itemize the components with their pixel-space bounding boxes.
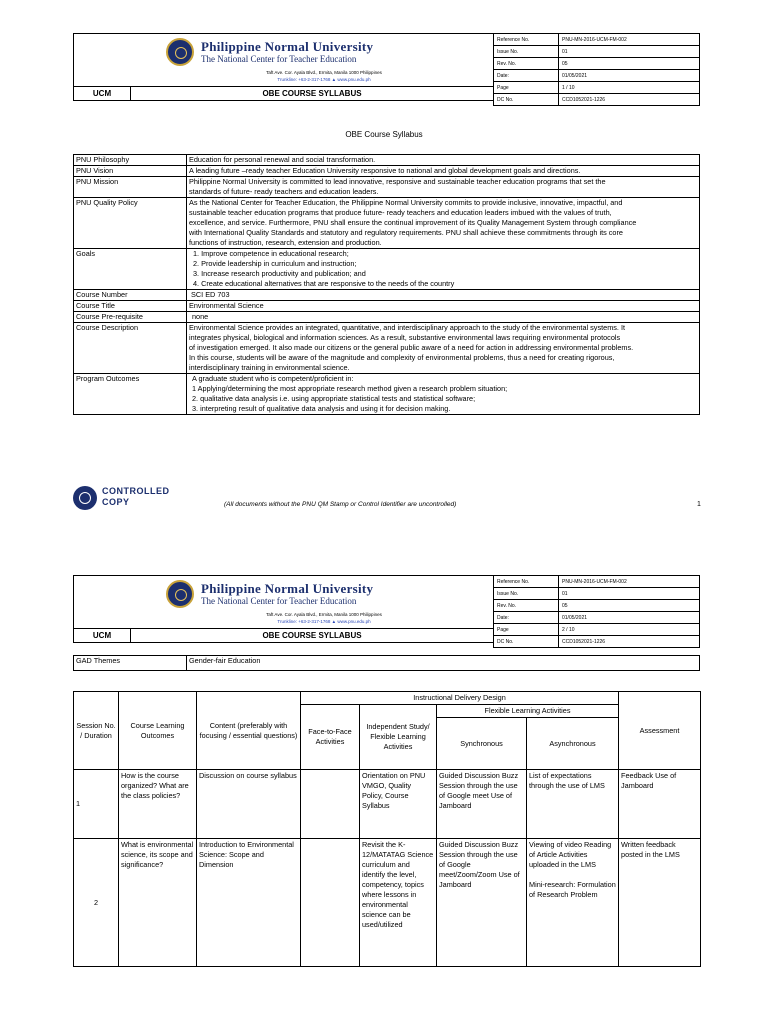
table-row: [74, 155, 700, 166]
cell-f2f: [301, 839, 360, 967]
page-number: 1: [697, 501, 701, 508]
text-line: Environmental Science provides an integrated, quantitative, and interdisciplinary approach to the study of the environmental systems. It: [189, 323, 626, 332]
cell-content: Discussion on course syllabus: [197, 770, 301, 839]
text-line: In this course, students will be aware of the magnitude and complexity of environmental problems, thus a need for creating rigorous,: [189, 353, 615, 362]
row-value: [187, 249, 700, 290]
col-header-delivery-design: Instructional Delivery Design: [301, 692, 619, 705]
goal-item: 3. Increase research productivity and publication; and: [193, 269, 366, 278]
goal-item: 4. Create educational alternatives that are responsive to the needs of the country: [193, 279, 455, 288]
text-line: interdisciplinary training in environmental science.: [189, 363, 350, 372]
meta-value: 01/05/2021: [559, 70, 700, 82]
instructional-design-table: [73, 691, 701, 967]
row-value: A leading future –ready teacher Education University responsive to national and global development goals and directions.: [187, 166, 700, 177]
university-trunkline: Trunkline: +63-2-317-1768 ▲ www.pnu.edu.ph: [277, 619, 371, 624]
async-activities: Viewing of video Reading of Article Activities uploaded in the LMS: [529, 840, 612, 869]
document-title: OBE Course Syllabus: [345, 130, 423, 139]
meta-label: DC No.: [494, 94, 559, 106]
cell-assessment: Written feedback posted in the LMS: [619, 839, 701, 967]
table-row: [74, 374, 700, 415]
col-header-assessment: Assessment: [619, 692, 701, 770]
cell-asynchronous: List of expectations through the use of LMS: [527, 770, 619, 839]
header-title-row: [73, 87, 493, 101]
row-value: [187, 177, 700, 198]
row-label: PNU Philosophy: [74, 155, 187, 166]
col-header-synchronous: Synchronous: [437, 718, 527, 770]
col-header-session: Session No. / Duration: [74, 692, 119, 770]
row-value: SCI ED 703: [187, 290, 700, 301]
text-line: integrates physical, biological and information sciences. As a result, substantive environmental laws requiring environmental protocols: [189, 333, 621, 342]
cell-outcomes: What is environmental science, its scope and significance?: [119, 839, 197, 967]
meta-value: PNU-MN-2016-UCM-FM-002: [559, 34, 700, 46]
cell-f2f: [301, 770, 360, 839]
meta-value: CCD1052021-1226: [559, 94, 700, 106]
table-row: [74, 177, 700, 198]
meta-value: 01: [559, 588, 700, 600]
row-label: GAD Themes: [74, 656, 187, 671]
text-line: A graduate student who is competent/proficient in:: [192, 374, 354, 383]
col-header-outcomes: Course Learning Outcomes: [119, 692, 197, 770]
meta-value: 05: [559, 600, 700, 612]
university-address: Taft Ave. Cor. Ayala Blvd., Ermita, Manila 1000 Philippines: [266, 612, 382, 617]
text-line: with International Quality Standards and statutory and regulatory requirements. PNU shall achieve these commitments through its core: [189, 228, 623, 237]
col-header-flexible: Flexible Learning Activities: [437, 705, 619, 718]
meta-value: 01: [559, 46, 700, 58]
header-logo-area: [73, 575, 493, 629]
col-header-f2f: Face-to-Face Activities: [301, 705, 360, 770]
uncontrolled-note: (All documents without the PNU QM Stamp or Control Identifier are uncontrolled): [224, 501, 457, 508]
col-header-asynchronous: Asynchronous: [527, 718, 619, 770]
document-meta-table: [493, 575, 700, 648]
row-label: Program Outcomes: [74, 374, 187, 415]
cell-synchronous: Guided Discussion Buzz Session through the use of Google meet/Zoom/Zoom Use of Jamboard: [437, 839, 527, 967]
university-name: Philippine Normal University: [201, 581, 374, 596]
meta-label: Reference No.: [494, 34, 559, 46]
goal-item: 2. Provide leadership in curriculum and instruction;: [193, 259, 357, 268]
cell-independent: Orientation on PNU VMGO, Quality Policy, Course Syllabus: [360, 770, 437, 839]
text-line: of investigation emerged. It also made our citizens or the general public aware of a need for action in addressing environmental problems.: [189, 343, 634, 352]
meta-label: Issue No.: [494, 588, 559, 600]
meta-value: 01/05/2021: [559, 612, 700, 624]
university-tagline: The National Center for Teacher Education: [201, 54, 357, 64]
row-label: Course Pre-requisite: [74, 312, 187, 323]
university-trunkline: Trunkline: +63-2-317-1768 ▲ www.pnu.edu.ph: [277, 77, 371, 82]
syllabus-title: OBE COURSE SYLLABUS: [262, 89, 362, 98]
page1-header: [73, 33, 700, 101]
table-row: [74, 301, 700, 312]
controlled-copy-stamp: [102, 486, 170, 508]
cell-session: 1: [74, 770, 119, 839]
col-header-independent: Independent Study/ Flexible Learning Activities: [360, 705, 437, 770]
controlled-copy-seal-icon: [73, 486, 97, 510]
text-line: 3. interpreting result of qualitative data analysis and using it for decision making.: [192, 404, 451, 413]
row-label: Course Number: [74, 290, 187, 301]
row-label: PNU Vision: [74, 166, 187, 177]
meta-label: DC No.: [494, 636, 559, 648]
meta-label: Issue No.: [494, 46, 559, 58]
text-line: functions of instruction, research, extension and production.: [189, 238, 382, 247]
row-label: Goals: [74, 249, 187, 290]
cell-assessment: Feedback Use of Jamboard: [619, 770, 701, 839]
async-mini-research: Mini-research: Formulation of Research Problem: [529, 880, 616, 899]
text-line: As the National Center for Teacher Education, the Philippine Normal University commits to provide inclusive, innovative, impactful, and: [189, 198, 623, 207]
university-name: Philippine Normal University: [201, 39, 374, 54]
controlled-label: CONTROLLED: [102, 486, 170, 496]
meta-label: Page: [494, 82, 559, 94]
text-line: standards of future- ready teachers and education leaders.: [189, 187, 379, 196]
copy-label: COPY: [102, 497, 130, 507]
header-title-row: [73, 629, 493, 643]
meta-value: 2 / 10: [559, 624, 700, 636]
table-row: [74, 290, 700, 301]
row-label: PNU Quality Policy: [74, 198, 187, 249]
cell-synchronous: Guided Discussion Buzz Session through the use of Google meet Use of Jamboard: [437, 770, 527, 839]
table-row: [74, 249, 700, 290]
cell-content: Introduction to Environmental Science: Scope and Dimension: [197, 839, 301, 967]
meta-label: Rev. No.: [494, 600, 559, 612]
col-header-content: Content (preferably with focusing / essential questions): [197, 692, 301, 770]
goal-item: 1. Improve competence in educational research;: [193, 249, 349, 258]
pnu-seal-icon: [166, 580, 194, 608]
cell-asynchronous: [527, 839, 619, 967]
text-line: 2. qualitative data analysis i.e. using appropriate statistical tests and statistical software;: [192, 394, 476, 403]
table-row: [74, 770, 701, 839]
gad-themes-table: [73, 655, 700, 671]
text-line: 1 Applying/determining the most appropriate research method given a research problem situation;: [192, 384, 508, 393]
row-value: none: [187, 312, 700, 323]
cell-session: 2: [74, 839, 119, 967]
cell-outcomes: How is the course organized? What are the class policies?: [119, 770, 197, 839]
text-line: excellence, and service. Furthermore, PNU shall ensure the continual improvement of its Quality Management System through compliance: [189, 218, 637, 227]
page2-header: [73, 575, 700, 643]
ucm-label: UCM: [74, 87, 131, 100]
meta-value: CCD1052021-1226: [559, 636, 700, 648]
text-line: Philippine Normal University is committed to lead innovative, responsive and sustainable teacher education programs that set the: [189, 177, 606, 186]
meta-label: Page: [494, 624, 559, 636]
row-value: [187, 323, 700, 374]
meta-label: Reference No.: [494, 576, 559, 588]
row-value: [187, 198, 700, 249]
table-row: [74, 312, 700, 323]
meta-label: Date:: [494, 612, 559, 624]
meta-label: Rev. No.: [494, 58, 559, 70]
cell-independent: Revisit the K-12/MATATAG Science curriculum and identify the level, competency, topics where lessons in environmental science can be used/utilized: [360, 839, 437, 967]
document-meta-table: [493, 33, 700, 106]
syllabus-title: OBE COURSE SYLLABUS: [262, 631, 362, 640]
header-logo-area: [73, 33, 493, 87]
table-header-row: [74, 692, 701, 705]
meta-value: 05: [559, 58, 700, 70]
pnu-seal-icon: [166, 38, 194, 66]
university-tagline: The National Center for Teacher Education: [201, 596, 357, 606]
table-row: [74, 323, 700, 374]
row-label: Course Description: [74, 323, 187, 374]
university-address: Taft Ave. Cor. Ayala Blvd., Ermita, Manila 1000 Philippines: [266, 70, 382, 75]
row-value: [187, 374, 700, 415]
table-row: [74, 166, 700, 177]
text-line: sustainable teacher education programs that produce future- ready teachers and education leaders imbued with the values of truth,: [189, 208, 612, 217]
meta-value: 1 / 10: [559, 82, 700, 94]
ucm-label: UCM: [74, 629, 131, 642]
syllabus-info-table: [73, 154, 700, 415]
row-value: Environmental Science: [187, 301, 700, 312]
row-label: Course Title: [74, 301, 187, 312]
meta-value: PNU-MN-2016-UCM-FM-002: [559, 576, 700, 588]
table-row: [74, 656, 700, 671]
table-row: [74, 839, 701, 967]
row-value: Gender-fair Education: [187, 656, 700, 671]
row-label: PNU Mission: [74, 177, 187, 198]
row-value: Education for personal renewal and social transformation.: [187, 155, 700, 166]
meta-label: Date:: [494, 70, 559, 82]
table-row: [74, 198, 700, 249]
